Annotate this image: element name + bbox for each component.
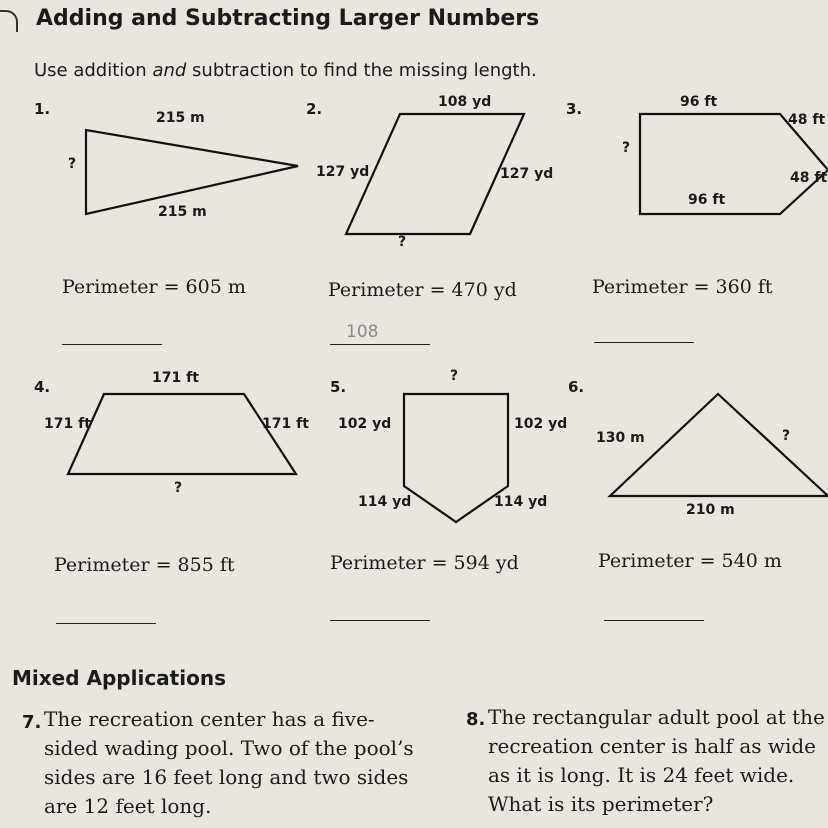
side-label: 102 yd <box>338 416 392 432</box>
side-label: 102 yd <box>514 416 568 432</box>
side-label: 96 ft <box>680 94 718 110</box>
word-problem-7: The recreation center has a five-sided wading pool. Two of the pool’s sides are 16 feet long and two sides are 12 feet long. <box>44 707 414 818</box>
answer-line[interactable] <box>330 344 430 345</box>
answer-line[interactable] <box>62 344 162 345</box>
page-title: Adding and Subtracting Larger Numbers <box>36 6 540 31</box>
side-label: 130 m <box>596 430 645 446</box>
handwritten-answer: 108 <box>346 322 379 342</box>
perimeter-text: Perimeter = 605 m <box>62 276 246 298</box>
section-heading: Mixed Applications <box>12 666 226 690</box>
side-label: 48 ft <box>788 112 826 128</box>
perimeter-text: Perimeter = 540 m <box>598 550 782 572</box>
problem-number: 4. <box>34 378 51 396</box>
perimeter-text: Perimeter = 594 yd <box>330 552 519 574</box>
answer-line[interactable] <box>330 620 430 621</box>
parallelogram-figure-2 <box>346 114 524 234</box>
perimeter-text: Perimeter = 470 yd <box>328 279 517 301</box>
answer-line[interactable] <box>594 342 694 343</box>
pentagon-figure-3 <box>640 114 828 214</box>
answer-line[interactable] <box>604 620 704 621</box>
answer-line[interactable] <box>56 623 156 624</box>
pentagon-figure-5 <box>404 394 508 522</box>
problem-number: 8. <box>466 709 486 730</box>
side-label: 215 m <box>156 110 205 126</box>
side-label: 108 yd <box>438 94 492 110</box>
side-label: 114 yd <box>358 494 412 510</box>
trapezoid-figure-4 <box>68 394 296 474</box>
perimeter-text: Perimeter = 855 ft <box>54 554 235 576</box>
side-label: ? <box>622 140 631 156</box>
side-label: 127 yd <box>500 166 554 182</box>
word-problem-8: The rectangular adult pool at the recreation center is half as wide as it is long. It is 24 feet wide. What is its perimeter? <box>488 705 825 816</box>
side-label: ? <box>398 234 407 250</box>
side-label: 171 ft <box>152 370 199 386</box>
problem-number: 5. <box>330 378 347 396</box>
side-label: 114 yd <box>494 494 548 510</box>
triangle-figure-1 <box>86 130 298 214</box>
side-label: 96 ft <box>688 192 726 208</box>
side-label: ? <box>450 368 459 384</box>
side-label: 171 ft <box>262 416 309 432</box>
side-label: 171 ft <box>44 416 91 432</box>
side-label: 48 ft <box>790 170 828 186</box>
side-label: ? <box>68 156 77 172</box>
instructions: Use addition and subtraction to find the missing length. <box>34 60 537 81</box>
problem-number: 6. <box>568 378 585 396</box>
side-label: 215 m <box>158 204 207 220</box>
side-label: 210 m <box>686 502 735 518</box>
problem-number: 7. <box>22 712 42 733</box>
problem-number: 3. <box>566 100 583 118</box>
perimeter-text: Perimeter = 360 ft <box>592 276 773 298</box>
side-label: 127 yd <box>316 164 370 180</box>
problem-number: 2. <box>306 100 323 118</box>
side-label: ? <box>782 428 791 444</box>
problem-number: 1. <box>34 100 51 118</box>
side-label: ? <box>174 480 183 496</box>
